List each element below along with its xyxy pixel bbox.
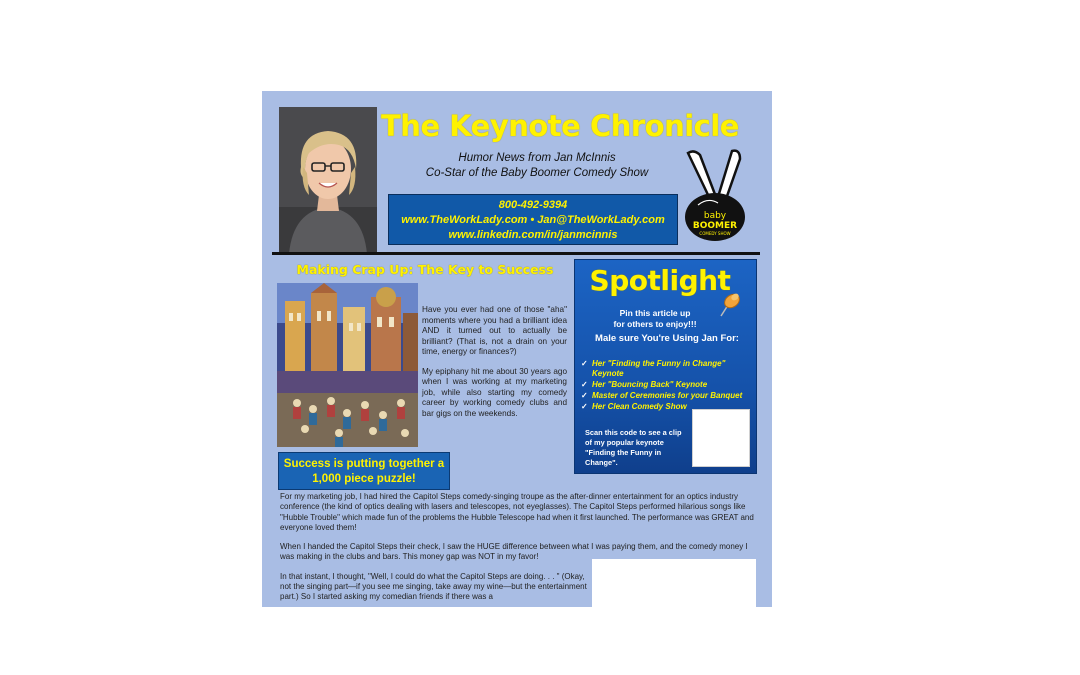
logo-word-boomer: BOOMER — [692, 221, 738, 231]
spotlight-title: Spotlight — [589, 264, 731, 297]
spotlight-list — [581, 359, 753, 413]
list-item-text: Her Clean Comedy Show — [592, 402, 687, 411]
baby-boomer-logo — [680, 147, 750, 245]
subtitle-line-2: Co-Star of the Baby Boomer Comedy Show — [425, 167, 649, 179]
spotlight-pin-text — [585, 308, 725, 330]
pin-line-1: Pin this article up — [619, 308, 691, 318]
check-icon: ✓ — [581, 359, 588, 368]
list-item — [581, 391, 753, 401]
scan-code-text: Scan this code to see a clip of my popular keynote "Finding the Funny in Change". — [585, 428, 682, 467]
contact-box — [388, 194, 678, 245]
subtitle-line-1: Humor News from Jan McInnis — [458, 152, 616, 164]
header-divider — [272, 252, 760, 255]
pin-line-2: for others to enjoy!!! — [613, 319, 697, 329]
linkedin-url: www.linkedin.com/in/janmcinnis — [448, 229, 618, 241]
article-intro — [422, 305, 567, 428]
list-item — [581, 359, 753, 379]
logo-word-baby: baby — [703, 211, 727, 221]
puzzle-image — [277, 283, 418, 447]
check-icon: ✓ — [581, 402, 588, 411]
intro-paragraph-1: Have you ever had one of those "aha" moments where you had a brilliant idea AND it turned out to actually be brilliant? (That is, not a drain on your time, energy or finances?) — [422, 305, 567, 356]
spotlight-box — [574, 259, 757, 474]
article-title: Making Crap Up: The Key to Success — [296, 262, 554, 277]
success-callout-line-1: Success is putting together a — [283, 458, 445, 470]
body-paragraph-1: For my marketing job, I had hired the Capitol Steps comedy-singing troupe as the after-dinner entertainment for an optics industry conference (the kind of optics dealing with lasers and telescopes, not eyeglasses). The Capitol Steps performed hilarious songs like "Hubble Trouble" which made fun of the problems the Hubble Telescope had when it first launched. The performance was GREAT and everyone loved them! — [280, 492, 754, 532]
list-item-text: Her "Finding the Funny in Change" Keynote — [592, 359, 726, 378]
list-item-text: Her "Bouncing Back" Keynote — [592, 380, 708, 389]
body-paragraph-2: When I handed the Capitol Steps their check, I saw the HUGE difference between what I was paying them, and the comedy money I was making in the clubs and bars. This money gap was NOT in my favor! — [280, 542, 748, 562]
phone-number: 800-492-9394 — [498, 199, 568, 211]
check-icon: ✓ — [581, 380, 588, 389]
body-paragraph-3: In that instant, I thought, "Well, I could do what the Capitol Steps are doing. . . " (Okay, not the singing part—if you see me singing, take away my wine—but the entertainment part.) So I started asking my comedian friends if there was a — [280, 571, 587, 602]
blank-placeholder-box — [592, 559, 756, 607]
logo-word-comedy-show: COMEDY SHOW — [699, 231, 731, 236]
list-item — [581, 380, 753, 390]
list-item-text: Master of Ceremonies for your Banquet — [592, 391, 743, 400]
spotlight-using-line: Male sure You're Using Jan For: — [595, 333, 739, 344]
website-email: www.TheWorkLady.com • Jan@TheWorkLady.com — [401, 214, 665, 226]
intro-paragraph-2: My epiphany hit me about 30 years ago when I was working at my marketing job, while also starting my comedy career by working comedy clubs and bar gigs on the weekends. — [422, 366, 567, 418]
author-photo — [279, 107, 377, 254]
newsletter-title: The Keynote Chronicle — [381, 109, 739, 143]
check-icon: ✓ — [581, 391, 588, 400]
success-callout-line-2: 1,000 piece puzzle! — [312, 473, 416, 485]
success-callout — [278, 452, 450, 490]
qr-code[interactable] — [692, 409, 750, 467]
newsletter-page — [262, 91, 772, 607]
